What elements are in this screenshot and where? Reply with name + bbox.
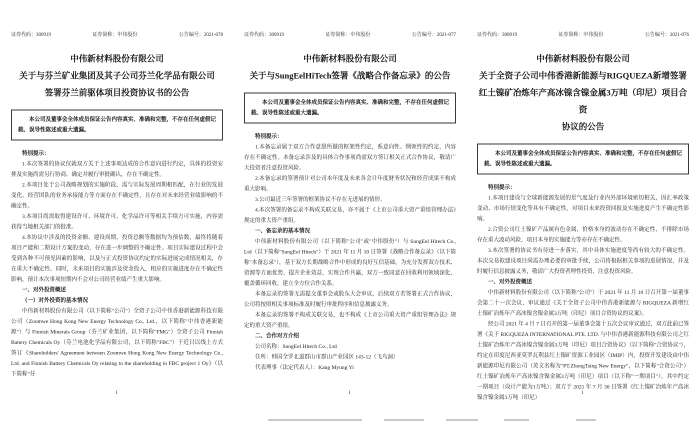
page-number: 1	[581, 390, 584, 396]
subsection-heading: （一）对外投资的基本情况	[22, 297, 88, 304]
body-paragraph: 3.公司最近三年签署的框架协议不存在无进展的情形。	[255, 196, 386, 203]
announcement-body	[244, 132, 456, 374]
page-title-line: 中伟新材料股份有限公司	[303, 54, 397, 64]
announcement-page-sungeel	[233, 0, 466, 421]
body-paragraph: 2.本备忘录的签署预计对公司本年度及未来各会计年度财务状况和经营成果不构成重大影响。	[244, 175, 456, 192]
announcement-number-label: 公告编号：2021-078	[178, 32, 223, 38]
page-title-line: 红土镍矿冶炼年产高冰镍含镍金属3万吨（印尼）项目合资	[478, 88, 688, 115]
body-paragraph: 1.本项目建设与全球新能源发展的景气度及行业内外部环境密切相关，因汇率政策变动、市场行情变化等具有不确定性，对项目未来投资回报及实施进度产生不确定性影响。	[477, 195, 689, 222]
page-title-line: 关于与芬兰矿业集团及其子公司芬兰化学品有限公司	[19, 71, 215, 81]
body-paragraph: 中伟新材料股份有限公司（以下简称"公司"）全资子公司中伟香港新能源科技有限公司（Zoomwe Hong Kong New Energy Technology Co., Ltd.，以下简称"中伟香港新能源"）与 Finnish Minerals Group（芬兰矿业集团，以下简称"FMG"）全资子公司 Finnish Battery Chemicals Oy（芬兰电池化学品有限公司，以下简称"FBC"）于近日以线上方式签订《Shareholders' Agreement between Zoomwe Hong Kong New Energy Technology Co., Ltd. and Finnish Battery Chemicals Oy relating to the shareholding in FBC project 1 Oy》（以下简称"芬	[11, 308, 223, 377]
section-heading: 一、备忘录的基本情况	[255, 228, 310, 234]
page-title	[11, 51, 223, 102]
announcement-page-rigqueza	[466, 0, 699, 421]
body-paragraph: 中伟新材料股份有限公司（以下简称"公司"）于 2021 年 11 月 10 日召开第一届董事会第二十一次会议，审议通过《关于全资子公司中伟香港新能源与 RIGQUEZA 新增红土镍矿冶炼年产高冰镍含镍金属3万吨（印尼）项目合资协议的议案》。	[477, 289, 689, 317]
page-title-line: 中伟新材料股份有限公司	[536, 54, 630, 64]
stock-code-label: 证券代码：300919	[244, 32, 284, 38]
page-title-line: 关于与SungEelHiTech签署《战略合作备忘录》的公告	[249, 71, 451, 81]
stock-abbr-label: 证券简称：中伟股份	[325, 32, 371, 38]
page-number: 1	[115, 390, 118, 396]
page-title-line: 关于全资子公司中伟香港新能源与RIGQUEZA新增签署	[479, 71, 687, 81]
special-note-label: 特别提示：	[22, 150, 50, 157]
stock-abbr-label: 证券简称：中伟股份	[92, 32, 138, 38]
document-header	[11, 30, 223, 38]
partner-representative: 代表理事（法定代表人）：Kang Myung Yi	[255, 364, 354, 371]
body-paragraph: 1.本备忘录属于双方合作意愿所做的框架性约定，系意向性、纲领性的约定，内容存在不确定性。本备忘录涉及的具体合作事项尚需双方签订相关正式合作协议，敬请广大投资者注意投资风险。	[244, 144, 456, 171]
page-number: 1	[348, 390, 351, 396]
section-heading: 一、对外投资概述	[488, 279, 532, 285]
page-title	[244, 51, 456, 85]
body-paragraph: 4.本次签署的备忘录不构成关联交易，亦不属于《上市公司重大资产重组管理办法》规定的重大资产重组。	[244, 207, 456, 224]
section-heading: 二、合作对方介绍	[255, 333, 299, 339]
document-header	[244, 30, 456, 38]
announcement-page-finland	[0, 0, 233, 421]
stock-abbr-label: 证券简称：中伟股份	[558, 32, 604, 38]
body-paragraph: 1.本次签署的协议仅就双方关于上述事项达成的合作意向进行约定，具体的投资安排及实施尚需另行协商、确定并履行审批确认，存在不确定性。	[11, 161, 223, 178]
body-paragraph: 本备忘录的签署不构成关联交易，也不构成《上市公司重大资产重组管理办法》规定的重大资产重组。	[244, 312, 456, 329]
section-heading: 一、对外投资概述	[22, 287, 66, 293]
body-paragraph: 2.合资公司红土镍矿产品属有色金属，价格本身的波动存在不确定性，不排除市场存在重大波动风险，项目本身的实施能力等亦存在不确定性。	[477, 226, 689, 243]
page-title-line: 中伟新材料股份有限公司	[70, 54, 164, 64]
document-header	[477, 30, 689, 38]
body-paragraph: 本备忘录的签署无需提交董事会或股东大会审议，后续双方若签署正式合作协议，公司将按照相关事项标准及时履行审批程序和信息披露义务。	[244, 291, 456, 308]
partner-address: 住所：韩国全罗北道群山市群山产业园区 143-12（飞鸟洞）	[255, 354, 399, 360]
disclaimer-box: 本公司及董事会全体成员保证公告内容真实、准确和完整，不存在任何虚假记载、误导性陈述或重大遗漏。	[11, 110, 223, 141]
stock-code-label: 证券代码：300919	[477, 32, 517, 38]
body-paragraph: 3.本项目尚需取得建设许可、环境许可、化学品许可等相关手续方可实施，内容需获得当地相关部门的批准。	[11, 213, 223, 230]
body-paragraph: 中伟新材料股份有限公司（以下简称"公司"或"中伟股份"）与 SungEel Hitech Co., Ltd（以下简称"SungEel Hitech"）于 2021 年 11 月 10 日签署《战略合作备忘录》（以下简称"本备忘录"），基于双方长期战略合作中形成的良好互信基础，为充分发挥双方技术、资源等方面优势，提升企业效益，实现合作共赢，双方一致同意在回收利用领域深化、覆盖循环回收，建立全方位合作关系。	[244, 238, 456, 287]
page-title-line: 签署芬兰前驱体项目投资协议书的公告	[44, 88, 190, 98]
disclaimer-box: 本公司及董事会全体成员保证公告内容真实、准确和完整，不存在任何虚假记载、误导性陈述或重大遗漏。	[477, 144, 689, 175]
announcement-number-label: 公告编号：2021-076	[644, 32, 689, 38]
page-title	[477, 51, 689, 136]
body-paragraph: 3.本次签署的协议书有待进一步落实，其中具体实施进度等尚有较大的不确定性。本次交易拟建设项目尚需办理必要的审批手续，公司将根据相关事项的进展情况，并及时履行信息披露义务，敬请广大投资者理性投资，注意投资风险。	[477, 247, 689, 275]
partner-company-name: 公司名称：SungEel Hitech Co., Ltd	[255, 343, 337, 350]
special-note-label: 特别提示：	[488, 184, 516, 191]
stock-code-label: 证券代码：300919	[11, 32, 51, 38]
announcement-body	[477, 183, 689, 404]
announcement-number-label: 公告编号：2021-077	[411, 32, 456, 38]
special-note-label: 特别提示：	[255, 133, 283, 140]
body-paragraph: 4.本协议中涉及的投资金额、建设周期、投资总额等数据均为预估数，最终将随着项目产能和二期设计方案的变动，存在进一步调整的不确定性。项目实际建设过程中会受到各种不可预见因素的影响，以及与正式投资协议约定的实际进展完成情况相关，存在重大不确定性。同时，未来项目的实施涉及资金投入，相应的实施进度存在不确定性影响，预计本次事项短期内不会对公司经营业绩产生重大影响。	[11, 234, 223, 283]
disclaimer-box: 本公司及董事会全体成员保证公告内容真实、准确和完整，不存在任何虚假记载、误导性陈述或重大遗漏。	[244, 93, 456, 124]
announcement-body	[11, 149, 223, 380]
body-paragraph: 经公司 2021 年 4 月 7 日召开的第一届董事会第十五次会议审议通过，双方此前已签署《关于 RIGQUEZA INTERNATIONAL PTE. LTD. 与中伟香港新能源科技有限公司之红土镍矿冶炼年产高冰镍含镍金属3万吨（印尼）项目合资协议》（以下简称"合资协议"），约定在印度尼西亚莫罗瓦利县红土镍矿资源工业园区（IMIP）内，投资开发建设由中伟新能源印尼有限公司（英文名称为"PT.ZhongTsing New Energy"，以下简称"合资公司"）红土镍矿冶炼年产高冰镍含镍金属3万吨（印尼）项目（以下称"一期项目"），其中约定一期项目（设计产能为1万吨）；双方于 2021 年 7 月 30 日签署《红土镍矿冶炼年产高冰镍含镍金属3万吨（印尼）	[477, 321, 689, 401]
body-paragraph: 2.本项目处于公司战略规划的实施阶段，需与实际发展周期相匹配，在行业的发展变化、经营团队的业务承接能力等方面存在不确定性，且存在对未来经营业绩影响的不确定性。	[11, 182, 223, 209]
page-title-line: 协议的公告	[561, 122, 605, 132]
